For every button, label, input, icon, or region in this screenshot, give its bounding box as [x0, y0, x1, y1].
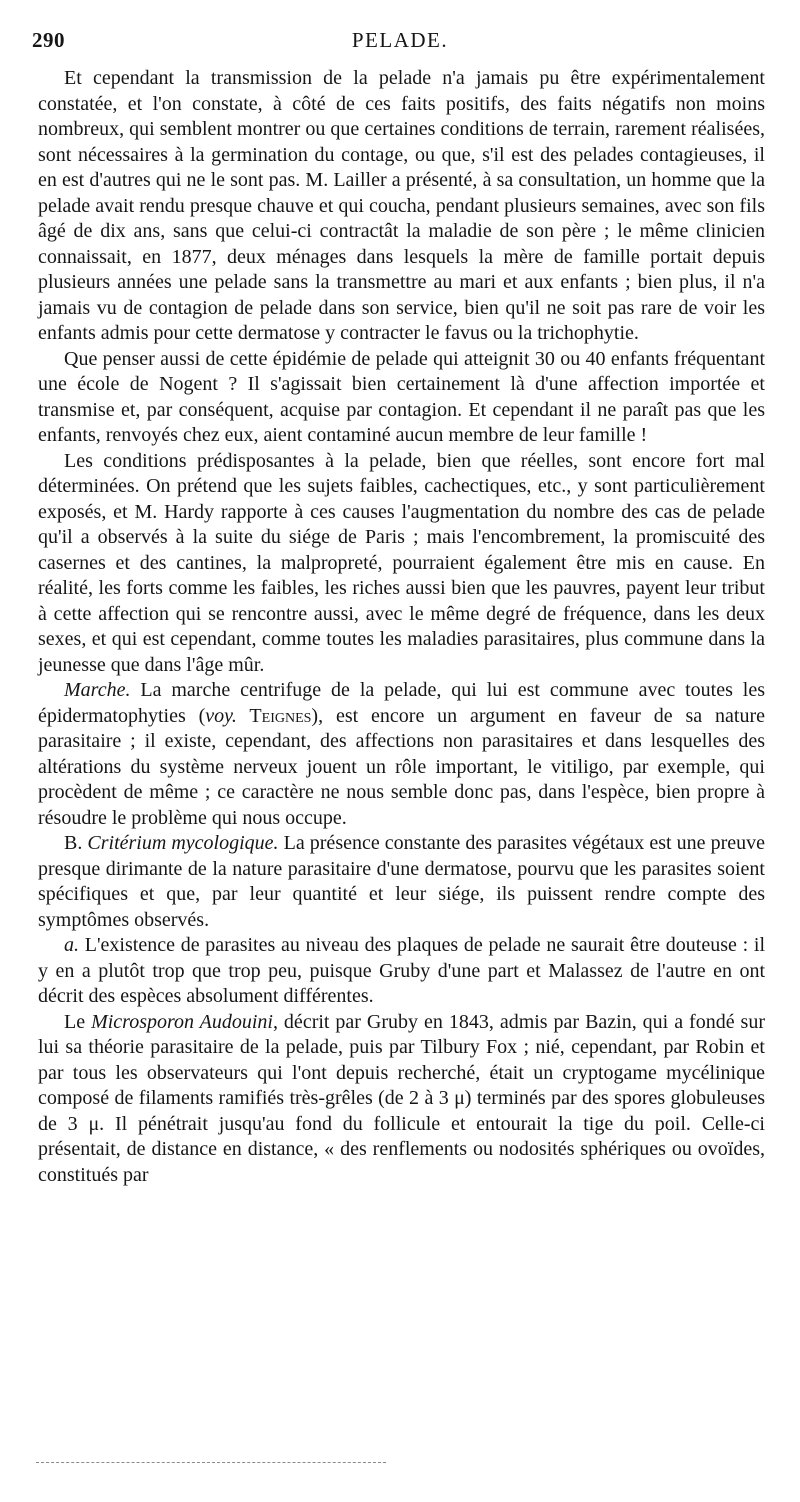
- paragraph-lead: Microsporon Audouini: [91, 1010, 273, 1033]
- footer-rule: [36, 1462, 386, 1463]
- paragraph-lead: Marche.: [64, 679, 131, 701]
- paragraph-lead: Critérium mycologique.: [87, 832, 279, 854]
- page-number: 290: [32, 28, 65, 52]
- paragraph-parasites-existence: a. L'existence de parasites au niveau des plaques de pelade ne saurait être douteuse : il y en a plutôt trop que trop peu, puisque Gruby d'une part et Malassez de l'autre en ont décrit des espèces absolument différentes.: [38, 934, 765, 1007]
- page-header: [32, 28, 768, 62]
- running-title: PELADE.: [351, 28, 449, 52]
- paragraph-microsporon: Le Microsporon Audouini, décrit par Gruby en 1843, admis par Bazin, qui a fondé sur lui sa théorie parasitaire de la pelade, puis par Tilbury Fox ; nié, cependant, par Robin et par tous les observateurs qui l'ont depuis recherché, était un cryptogame mycélinique composé de filaments ramifiés très-grêles (de 2 à 3 μ) terminés par des spores globuleuses de 3 μ. Il pénétrait jusqu'au fond du follicule et entourait la tige du poil. Celle-ci présentait, de distance en distance, « des renflements ou nodosités sphériques ou ovoïdes, constitués par: [38, 1010, 766, 1186]
- paragraph-lead: a.: [64, 934, 79, 956]
- paragraph-nogent-epidemic: Que penser aussi de cette épidémie de pelade qui atteignit 30 ou 40 enfants fréquentant une école de Nogent ? Il s'agissait bien certainement là d'une affection importée et transmise et, par conséquent, acquise par contagion. Et cependant il ne paraît pas que les enfants, renvoyés chez eux, aient contaminé aucun membre de leur famille !: [38, 347, 765, 446]
- paragraph-predisposing-conditions: Les conditions prédisposantes à la pelade, bien que réelles, sont encore fort mal déterminées. On prétend que les sujets faibles, cachectiques, etc., y sont particulièrement exposés, et M. Hardy rapporte à ces causes l'augmentation du nombre des cas de pelade qu'il a observés à la suite du siége de Paris ; mais l'encombrement, la promiscuité des casernes et des cantines, la malpropreté, pourraient également être mis en cause. En réalité, les forts comme les faibles, les riches aussi bien que les pauvres, payent leur tribut à cette affection qui se rencontre aussi, avec le même degré de fréquence, dans les deux sexes, et qui est cependant, comme toutes les maladies parasitaires, plus commune dans la jeunesse que dans l'âge mûr.: [38, 449, 765, 676]
- paragraph-contagion: Et cependant la transmission de la pelade n'a jamais pu être expérimentalement constatée, et l'on constate, à côté de ces faits positifs, des faits négatifs non moins nombreux, qui semblent montrer ou que certaines conditions de terrain, rarement réalisées, sont nécessaires à la germination du contage, ou que, s'il est des pelades contagieuses, il en est d'autres qui ne le sont pas. M. Lailler a présenté, à sa consultation, un homme que la pelade avait rendu presque chauve et qui coucha, pendant plusieurs semaines, avec son fils âgé de dix ans, sans que celui-ci contractât la maladie de son père ; le même clinicien connaissait, en 1877, deux ménages dans lesquels la mère de famille portait depuis plusieurs années une pelade sans la transmettre au mari et aux enfants ; bien plus, il n'a jamais vu de contagion de pelade dans son service, bien qu'il ne soit pas rare de voir les enfants admis pour cette dermatose y contracter le favus ou la trichophytie.: [38, 67, 765, 344]
- paragraph-criterium-mycologique: B. Critérium mycologique. La présence constante des parasites végétaux est une preuve presque dirimante de la nature parasitaire d'une dermatose, pourvu que les parasites soient spécifiques et que, par leur quantité et leur siége, ils puissent rendre compte des symptômes observés.: [38, 832, 765, 931]
- body-text: [38, 66, 765, 1188]
- paragraph-marche: Marche. La marche centrifuge de la pelade, qui lui est commune avec toutes les épidermatophyties (voy. Teignes), est encore un argument en faveur de sa nature parasitaire ; il existe, cependant, des affections non parasitaires et dans lesquelles des altérations du système nerveux jouent un rôle important, le vitiligo, par exemple, qui procèdent de même ; ce caractère ne nous semble donc pas, dans l'espèce, bien propre à résoudre le problème qui nous occupe.: [38, 679, 765, 829]
